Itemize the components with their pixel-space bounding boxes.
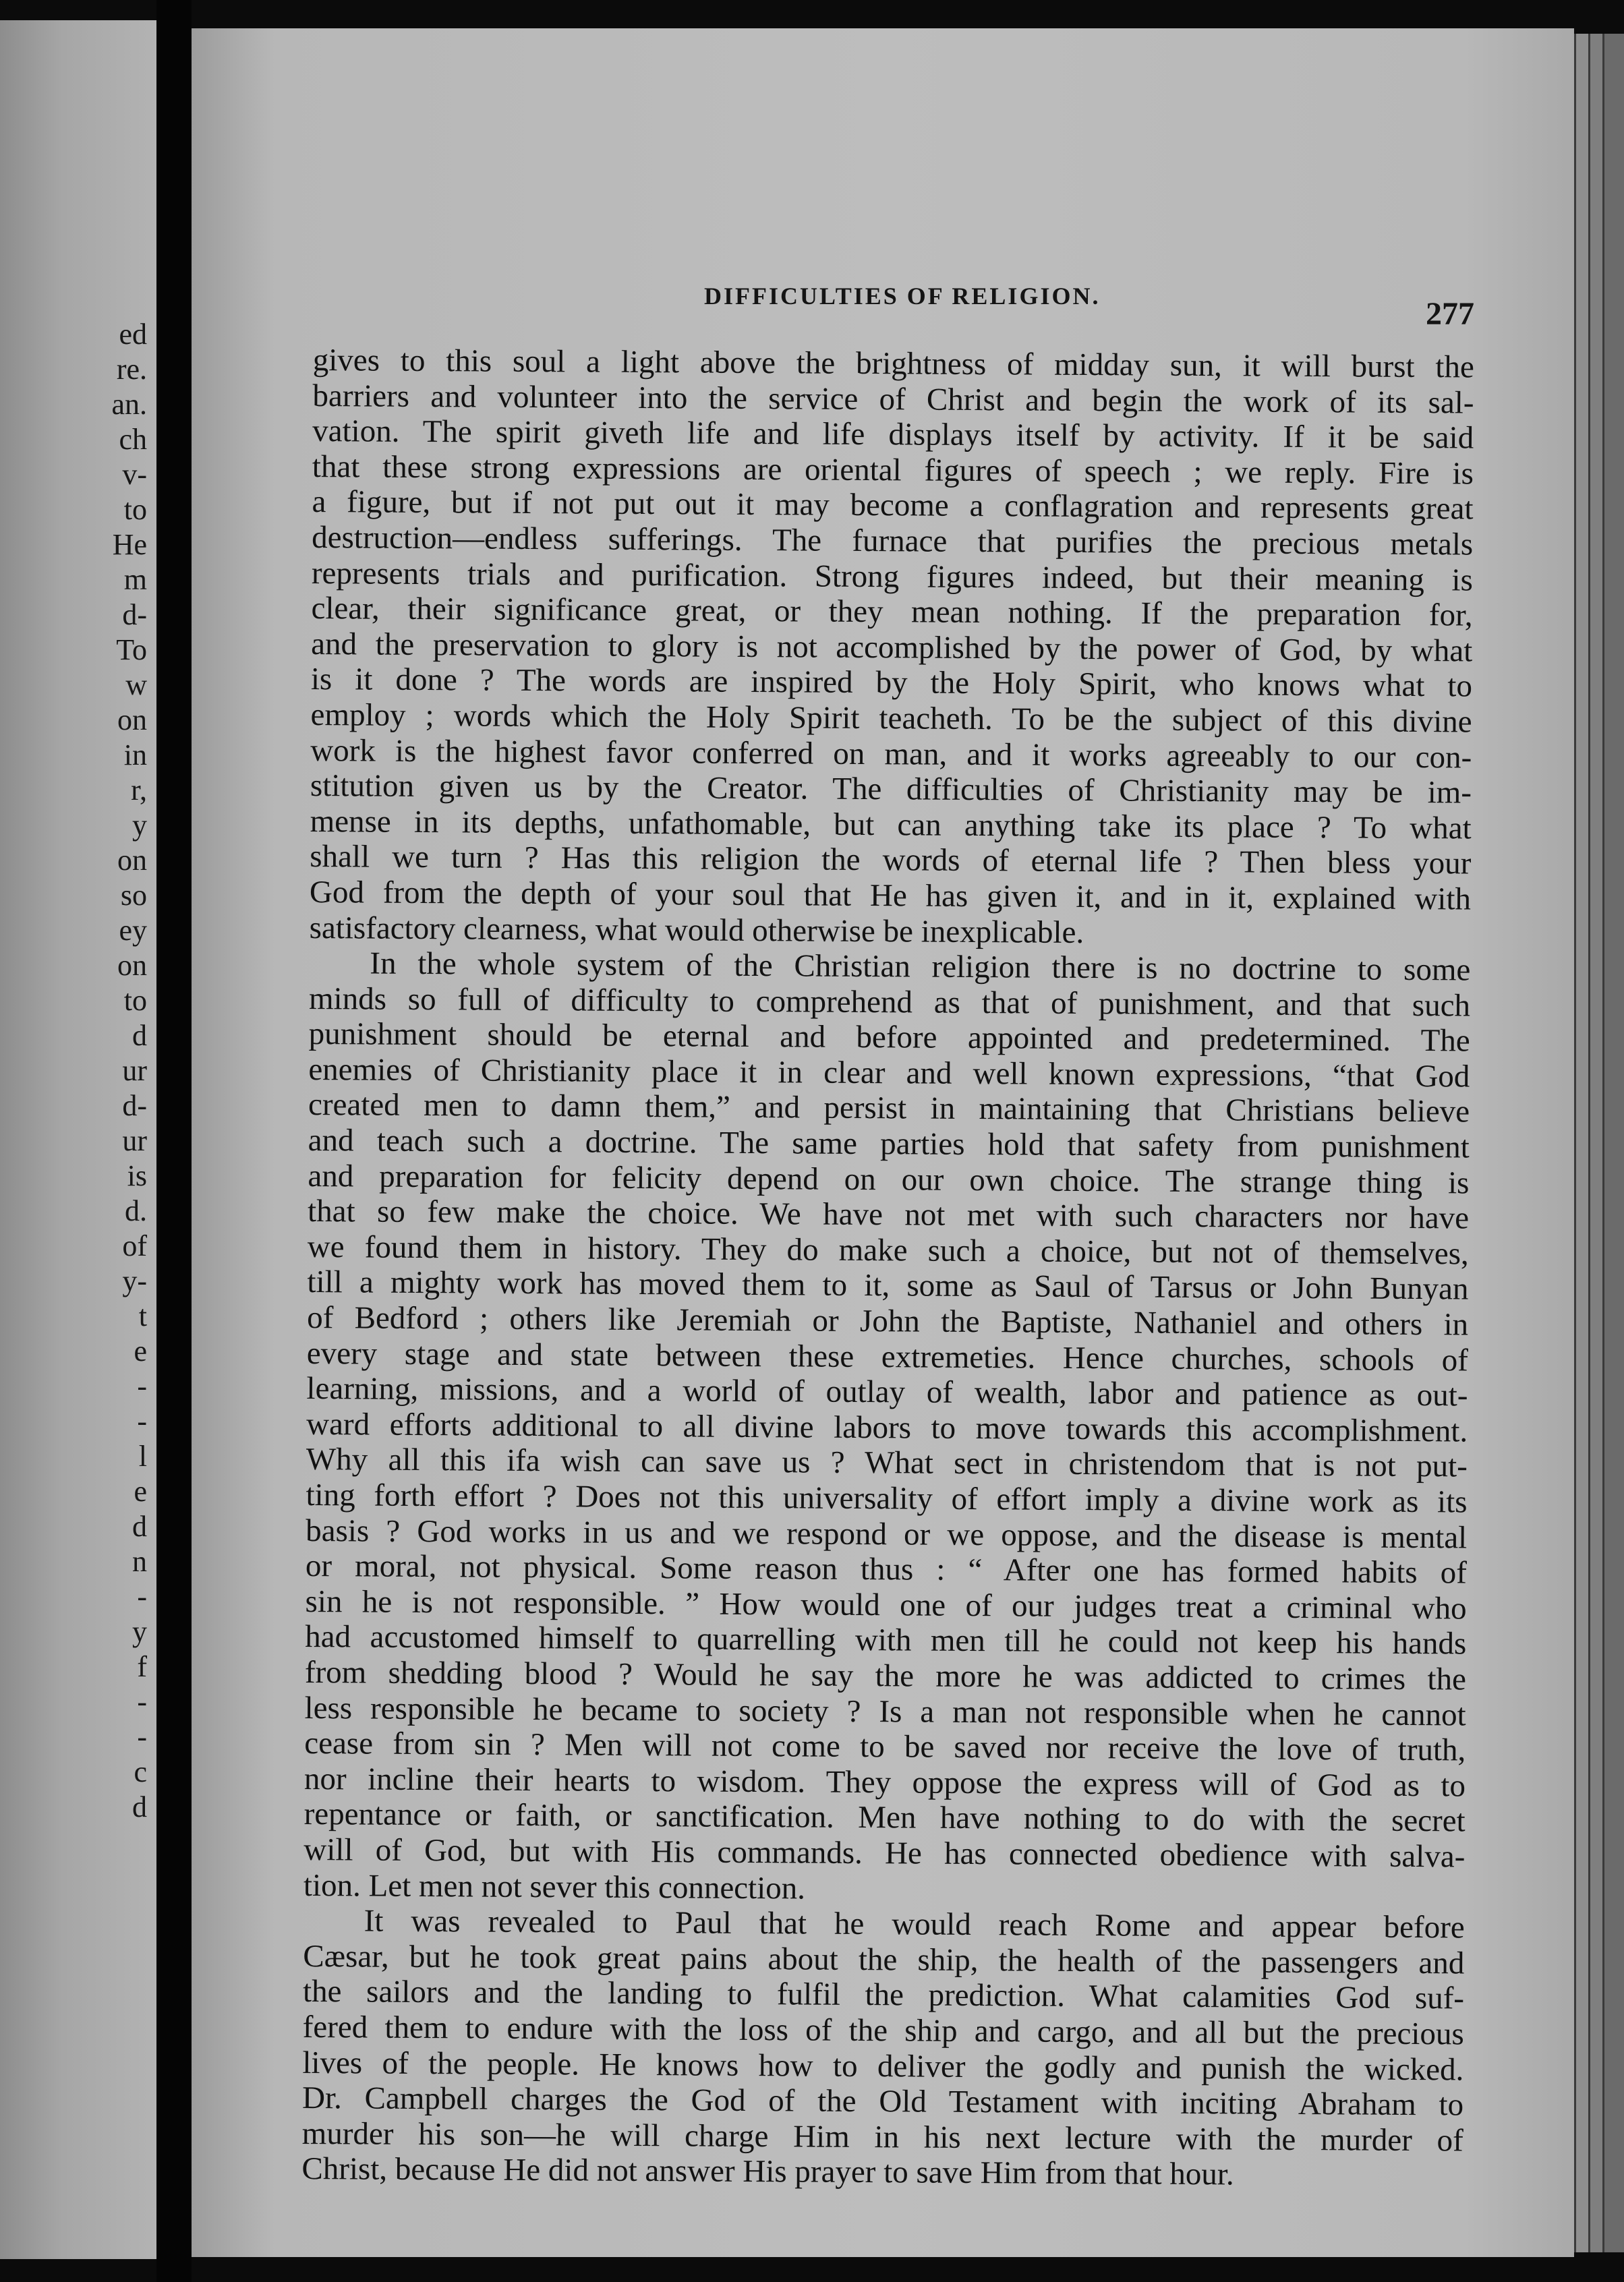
text-line: Dr. Campbell charges the God of the Old Testament with inciting Abraham to	[301, 2080, 1464, 2123]
text-line: destruction—endless sufferings. The furnace that purifies the precious metals	[312, 519, 1474, 562]
text-line: mense in its depths, unfathomable, but can anything take its place ? To what	[310, 803, 1472, 846]
text-line: enemies of Christianity place it in clear and well known expressions, “that God	[308, 1051, 1470, 1094]
text-line: that so few make the choice. We have not met with such characters nor have	[307, 1194, 1470, 1236]
text-line: till a mighty work has moved them to it, some as Saul of Tarsus or John Bunyan	[307, 1264, 1469, 1307]
text-line: basis ? God works in us and we respond or we oppose, and the disease is mental	[306, 1513, 1468, 1556]
text-line: that these strong expressions are oriental figures of speech ; we reply. Fire is	[312, 448, 1474, 492]
previous-page-fragment: ch	[119, 423, 147, 456]
text-line: clear, their significance great, or they mean nothing. If the preparation for,	[311, 591, 1473, 633]
text-line: Cæsar, but he took great pains about the ship, the health of the passengers and	[303, 1938, 1465, 1981]
text-line: Why all this ifa wish can save us ? What sect in christendom that is not put-	[306, 1442, 1468, 1484]
book-page	[192, 28, 1574, 2257]
text-line: less responsible he became to society ? Is a man not responsible when he cannot	[304, 1690, 1466, 1733]
text-line: employ ; words which the Holy Spirit teacheth. To be the subject of this divine	[310, 697, 1472, 740]
text-line: a figure, but if not put out it may become a conflagration and represents great	[312, 484, 1474, 527]
previous-page-fragment: ur	[122, 1054, 147, 1087]
text-line: It was revealed to Paul that he would reach Rome and appear before	[364, 1903, 1465, 1945]
previous-page-fragment: -	[137, 1685, 147, 1718]
previous-page-fragment: an.	[111, 388, 147, 421]
previous-page-fragment: To	[116, 633, 147, 666]
previous-page-fragment: is	[127, 1159, 147, 1192]
previous-page-fragment: to	[123, 493, 147, 526]
previous-page-fragment: on	[117, 703, 147, 736]
text-line: of Bedford ; others like Jeremiah or John the Baptiste, Nathaniel and others in	[307, 1300, 1469, 1343]
previous-page-fragment: on	[117, 949, 147, 982]
text-line: nor incline their hearts to wisdom. They oppose the express will of God as to	[303, 1761, 1466, 1804]
text-line: is it done ? The words are inspired by the Holy Spirit, who knows what to	[310, 662, 1473, 704]
previous-page-fragment: v-	[122, 458, 147, 491]
text-line: tion. Let men not sever this connection.	[303, 1867, 806, 1906]
previous-page-fragment: d	[132, 1510, 147, 1543]
previous-page-fragment: He	[112, 528, 147, 561]
previous-page-fragment: t	[138, 1299, 147, 1333]
body-text	[301, 343, 1474, 2194]
previous-page-fragment: ey	[119, 914, 147, 947]
previous-page-fragment: -	[137, 1720, 147, 1753]
previous-page-fragment: l	[138, 1440, 147, 1473]
previous-page-fragment: r,	[131, 773, 147, 807]
text-line: and the preservation to glory is not accomplished by the power of God, by what	[311, 626, 1473, 669]
previous-page-fragment: c	[134, 1755, 147, 1788]
text-line: punishment should be eternal and before appointed and predetermined. The	[308, 1016, 1470, 1059]
previous-page-fragment: re.	[116, 353, 147, 386]
previous-page-fragment: w	[125, 668, 147, 701]
previous-page-fragment: e	[134, 1475, 147, 1508]
text-line: cease from sin ? Men will not come to be saved nor receive the love of truth,	[304, 1726, 1466, 1768]
page-number: 277	[1426, 296, 1474, 332]
text-line: satisfactory clearness, what would otherwise be inexplicable.	[309, 910, 1084, 950]
text-line: God from the depth of your soul that He has given it, and in it, explained with	[309, 874, 1472, 917]
text-line: learning, missions, and a world of outlay of wealth, labor and patience as out-	[306, 1371, 1468, 1413]
paragraph	[310, 343, 1474, 953]
previous-page-fragment: -	[137, 1580, 147, 1613]
paragraph	[301, 1903, 1465, 2194]
previous-page-fragment: on	[117, 844, 147, 877]
previous-page-fragment: of	[122, 1229, 147, 1262]
text-line: we found them in history. They do make such a choice, but not of themselves,	[307, 1229, 1469, 1272]
previous-page-fragment: d.	[125, 1194, 147, 1227]
text-line: the sailors and the landing to fulfil the prediction. What calamities God suf-	[302, 1974, 1465, 2016]
text-line: or moral, not physical. Some reason thus : “ After one has formed habits of	[305, 1548, 1468, 1591]
previous-page-fragment: n	[132, 1545, 147, 1578]
text-line: ward efforts additional to all divine labors to move towards this accomplishment.	[306, 1406, 1468, 1449]
text-line: stitution given us by the Creator. The difficulties of Christianity may be im-	[310, 768, 1472, 811]
previous-page-fragment: to	[123, 984, 147, 1017]
previous-page-fragment: m	[123, 563, 147, 596]
text-line: repentance or faith, or sanctification. Men have nothing to do with the secret	[303, 1796, 1466, 1839]
text-line: and preparation for felicity depend on our own choice. The strange thing is	[308, 1158, 1470, 1201]
previous-page-fragment: y	[132, 1615, 147, 1648]
previous-page-fragment: ed	[119, 318, 147, 351]
text-line: gives to this soul a light above the brightness of midday sun, it will burst the	[312, 343, 1474, 385]
previous-page-fragment: d-	[122, 598, 147, 631]
previous-page-fragment: d-	[122, 1089, 147, 1122]
previous-page-fragment: f	[137, 1650, 147, 1683]
previous-page-fragment: d	[132, 1019, 147, 1052]
previous-page-fragment: ur	[122, 1124, 147, 1157]
paragraph	[303, 945, 1471, 1910]
text-line: Christ, because He did not answer His prayer to save Him from that hour.	[301, 2151, 1234, 2192]
text-line: murder his son—he will charge Him in his next lecture with the murder of	[301, 2115, 1463, 2159]
previous-page-text-fragments	[0, 317, 156, 1825]
previous-page-fragment: so	[120, 879, 147, 912]
book-gutter	[156, 0, 192, 2282]
text-line: created men to damn them,” and persist in maintaining that Christians believe	[308, 1087, 1470, 1130]
text-line: lives of the people. He knows how to deliver the godly and punish the wicked.	[302, 2045, 1464, 2087]
previous-page-fragment: y-	[122, 1264, 147, 1297]
page-edge	[1588, 34, 1602, 2252]
text-line: work is the highest favor conferred on man, and it works agreeably to our con-	[310, 732, 1472, 776]
page-edge	[1602, 34, 1624, 2252]
text-line: every stage and state between these extremeties. Hence churches, schools of	[306, 1335, 1468, 1378]
previous-page-fragment: -	[137, 1370, 147, 1403]
text-line: barriers and volunteer into the service of Christ and begin the work of its sal-	[312, 378, 1474, 421]
text-line: will of God, but with His commands. He has connected obedience with salva-	[303, 1832, 1466, 1875]
text-line: In the whole system of the Christian religion there is no doctrine to some	[370, 945, 1471, 988]
previous-page-edge	[0, 20, 156, 2259]
previous-page-fragment: -	[137, 1405, 147, 1438]
text-line: had accustomed himself to quarrelling with men till he could not keep his hands	[305, 1619, 1467, 1662]
previous-page-fragment: y	[132, 809, 147, 842]
text-line: ting forth effort ? Does not this universality of effort imply a divine work as its	[306, 1477, 1468, 1520]
text-line: fered them to endure with the loss of the ship and cargo, and all but the precious	[302, 2009, 1464, 2052]
text-line: represents trials and purification. Strong figures indeed, but their meaning is	[311, 555, 1474, 598]
text-line: minds so full of difficulty to comprehend as that of punishment, and that such	[308, 981, 1471, 1024]
text-line: shall we turn ? Has this religion the words of eternal life ? Then bless your	[310, 839, 1472, 881]
previous-page-fragment: in	[123, 738, 147, 771]
text-line: and teach such a doctrine. The same parties hold that safety from punishment	[308, 1123, 1470, 1165]
previous-page-fragment: d	[132, 1790, 147, 1823]
page-edge	[1574, 34, 1588, 2252]
running-head: DIFFICULTIES OF RELIGION.	[704, 283, 1101, 310]
text-line: from shedding blood ? Would he say the more he was addicted to crimes the	[304, 1654, 1467, 1697]
text-line: vation. The spirit giveth life and life displays itself by activity. If it be said	[312, 413, 1474, 456]
text-line: sin he is not responsible. ” How would one of our judges treat a criminal who	[305, 1583, 1467, 1627]
previous-page-fragment: e	[134, 1335, 147, 1368]
